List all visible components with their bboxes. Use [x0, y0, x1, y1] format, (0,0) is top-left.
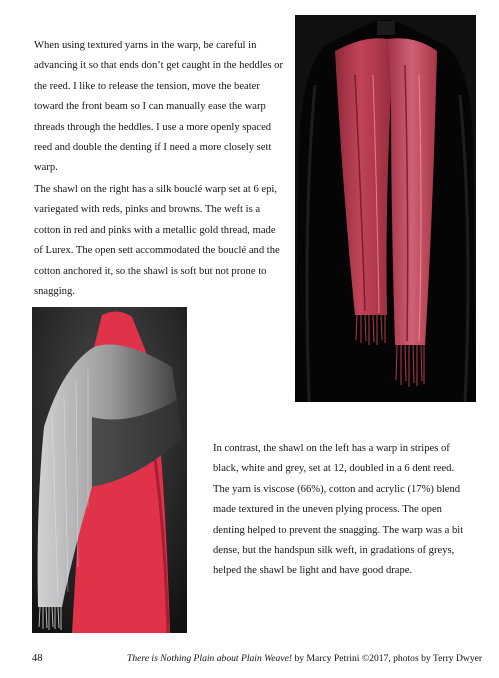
red-shawl-photo — [295, 15, 476, 402]
footer-credit — [127, 652, 482, 666]
credit-line: by Marcy Petrini ©2017, photos by Terry Dwyer — [292, 653, 483, 664]
page-footer — [32, 652, 483, 666]
page-number: 48 — [32, 653, 43, 664]
grey-shawl-photo — [32, 307, 187, 633]
grey-shawl-illustration — [32, 307, 187, 633]
paragraph-red-shawl: The shawl on the right has a silk bouclé warp set at 6 epi, variegated with reds, pinks and browns. The weft is a cotton in red and pinks with a metallic gold thread, made of Lurex. The open sett accommodated the bouclé and the cotton anchored it, so the shawl is soft but not prone to snagging. — [34, 184, 280, 298]
paragraph-warp-advancing: When using textured yarns in the warp, be careful in advancing it so that ends don’t get caught in the heddles or the reed. I like to release the tension, move the beater toward the front beam so I can manually ease the warp threads through the heddles. I use a more openly spaced reed and double the denting if I need a more closely sett warp. — [34, 40, 283, 174]
paragraph-grey-shawl: In contrast, the shawl on the left has a warp in stripes of black, white and grey, set at 12, doubled in a 6 dent reed. The yarn is viscose (66%), cotton and acrylic (17%) blend made textured in the uneven plying process. The open denting helped to prevent the snagging. The warp was a bit dense, but the handspun silk weft, in gradations of greys, helped the shawl be light and have good drape. — [213, 443, 464, 577]
red-shawl-illustration — [295, 15, 476, 402]
book-title: There is Nothing Plain about Plain Weave! — [127, 653, 293, 664]
